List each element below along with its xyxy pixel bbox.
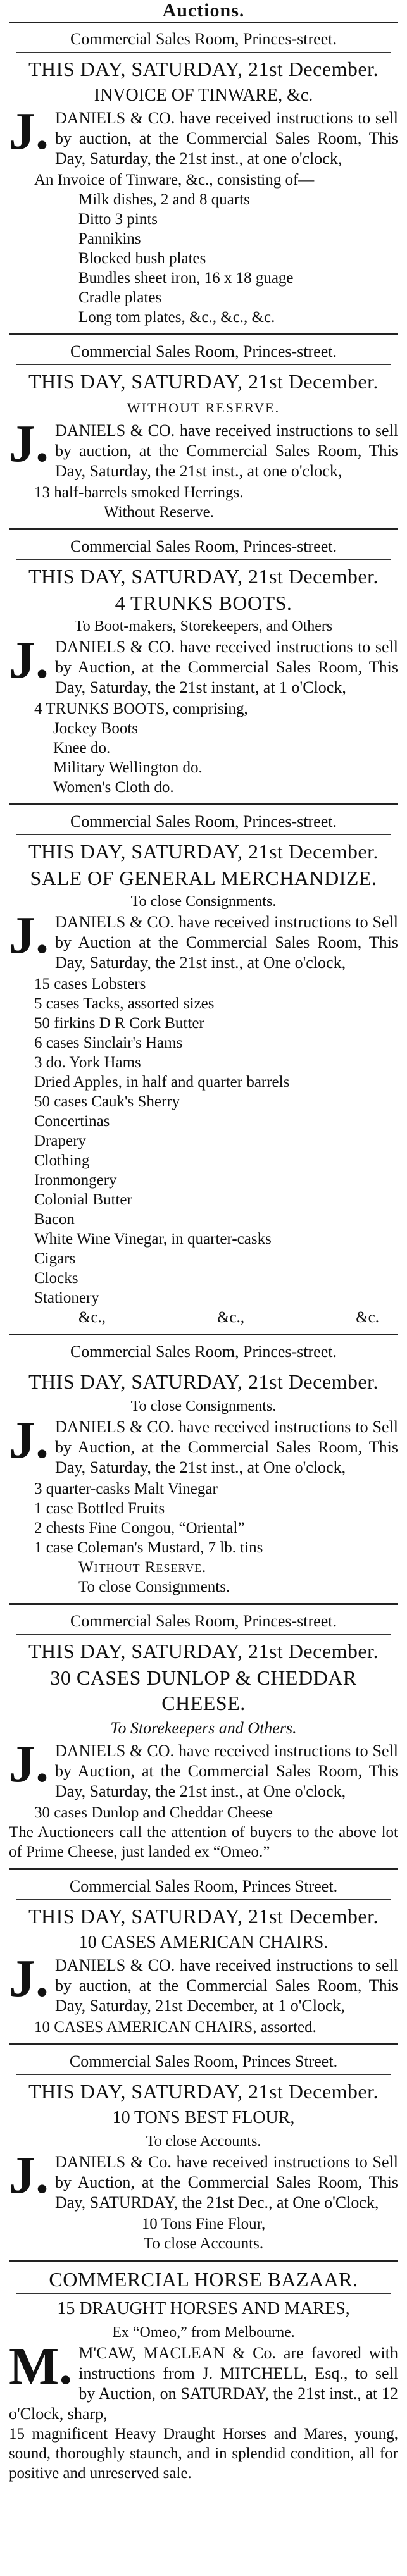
list-item: Pannikins: [78, 230, 141, 247]
list-item: 3 quarter-casks Malt Vinegar: [34, 1480, 218, 1497]
drop-cap: J.: [9, 906, 49, 965]
list-item: 10 Tons Fine Flour,: [141, 2215, 266, 2232]
ad-body-text: DANIELS & CO. have received instructions to sell by auction, at the Commercial Sales Room, This Day, Saturday, the 21st inst., at one o'clock,: [55, 109, 398, 168]
list-item: Jockey Boots: [53, 720, 139, 737]
ad-venue: Commercial Sales Room, Princes-street.: [70, 30, 337, 48]
ad-subtitle: To close Consignments.: [130, 1398, 277, 1415]
ad-intro: An Invoice of Tinware, &c., consisting of—: [34, 171, 315, 189]
ad-item-list: [9, 170, 398, 327]
ad-venue: Commercial Sales Room, Princes Street.: [69, 1877, 338, 1895]
list-item: Cigars: [34, 1250, 76, 1267]
bazaar-body-text: M'CAW, MACLEAN & Co. are favored with instructions from J. MITCHELL, Esq., to sell by Auction, on SATURDAY, the 21st inst., at 12 o'Clock, sharp,: [9, 2344, 398, 2423]
list-item: Milk dishes, 2 and 8 quarts: [78, 191, 250, 208]
list-item: Clothing: [34, 1152, 90, 1169]
list-item: Dried Apples, in half and quarter barrels: [34, 1074, 290, 1091]
ad-title: SALE OF GENERAL MERCHANDIZE.: [30, 867, 377, 889]
ad-date: THIS DAY, SATURDAY, 21st December.: [28, 58, 379, 80]
list-item: Stationery: [34, 1289, 99, 1306]
ad-date: THIS DAY, SATURDAY, 21st December.: [28, 1905, 379, 1928]
ad-trail-text: The Auctioneers call the attention of buyers to the above lot of Prime Cheese, just landed ex “Omeo.”: [9, 1824, 398, 1861]
ad-body: [9, 631, 398, 698]
list-item: 3 do. York Hams: [34, 1054, 141, 1071]
ad-venue: Commercial Sales Room, Princes-street.: [70, 812, 337, 831]
without-reserve-note: Without Reserve.: [78, 1559, 207, 1576]
auction-ad-chairs: [9, 1870, 398, 2045]
ad-intro: 4 TRUNKS BOOTS, comprising,: [34, 700, 248, 717]
auction-ad-flour: [9, 2045, 398, 2262]
ad-subtitle: To close Consignments.: [130, 893, 277, 910]
etc-row: [9, 1308, 398, 1327]
ad-body: [9, 1949, 398, 2016]
venue-divider: [16, 559, 390, 560]
drop-cap: J.: [9, 414, 49, 473]
auction-ad-cheese: [9, 1605, 398, 1870]
ad-body: [9, 1411, 398, 1478]
list-item: 15 cases Lobsters: [34, 975, 146, 993]
drop-cap: J.: [9, 1735, 49, 1793]
ad-venue: Commercial Sales Room, Princes-street.: [70, 1342, 337, 1361]
list-item: Long tom plates, &c., &c., &c.: [78, 309, 275, 326]
etc-mark: &c.: [356, 1309, 379, 1326]
list-item: Colonial Butter: [34, 1191, 132, 1208]
ad-subtitle: WITHOUT RESERVE.: [127, 400, 280, 416]
ad-title: 30 CASES DUNLOP & CHEDDAR CHEESE.: [50, 1666, 357, 1714]
list-item: Knee do.: [53, 740, 111, 757]
etc-mark: &c.,: [217, 1309, 245, 1326]
auction-ad-boots: [9, 530, 398, 805]
auction-ad-tinware: [9, 23, 398, 335]
list-item: 2 chests Fine Congou, “Oriental”: [34, 1520, 245, 1537]
list-item: Women's Cloth do.: [53, 779, 174, 796]
venue-divider: [16, 834, 390, 835]
ad-date: THIS DAY, SATURDAY, 21st December.: [28, 1640, 379, 1663]
list-item: Clocks: [34, 1270, 78, 1287]
close-note: To close Consignments.: [78, 1578, 230, 1595]
list-item: 1 case Coleman's Mustard, 7 lb. tins: [34, 1539, 263, 1556]
list-item: Drapery: [34, 1132, 86, 1149]
bazaar-divider: [16, 2293, 390, 2294]
ad-item-list: [9, 2214, 398, 2253]
ad-venue: Commercial Sales Room, Princes Street.: [69, 2052, 338, 2071]
list-item: Cradle plates: [78, 289, 162, 306]
ad-title: 4 TRUNKS BOOTS.: [115, 591, 292, 614]
drop-cap: J.: [9, 2146, 49, 2205]
ad-title: 10 TONS BEST FLOUR,: [112, 2108, 295, 2127]
bazaar-origin: Ex “Omeo,” from Melbourne.: [112, 2324, 295, 2341]
ad-venue: Commercial Sales Room, Princes-street.: [70, 1612, 337, 1630]
ad-venue: Commercial Sales Room, Princes-street.: [70, 342, 337, 361]
auction-ad-herrings: [9, 335, 398, 530]
ad-body-text: DANIELS & Co. have received instructions to Sell by Auction, at the Commercial Sales Room, This Day, SATURDAY, the 21st Dec., at One o'Clock,: [55, 2153, 398, 2212]
list-item: 50 firkins D R Cork Butter: [34, 1015, 204, 1032]
list-item: Concertinas: [34, 1113, 110, 1130]
bazaar-trail-text: 15 magnificent Heavy Draught Horses and Mares, young, sound, thoroughly staunch, and in splendid condition, all for positive and unreserved sale.: [9, 2425, 398, 2482]
ad-body-text: DANIELS & CO. have received instructions to sell by Auction, at the Commercial Sales Room, This Day, Saturday, the 21st instant, at 1 o'Clock,: [55, 638, 398, 697]
list-item: Ironmongery: [34, 1172, 117, 1189]
list-item: 30 cases Dunlop and Cheddar Cheese: [34, 1804, 273, 1821]
ad-body: [9, 1735, 398, 1802]
ad-subtitle: To close Accounts.: [146, 2133, 261, 2150]
list-item: Blocked bush plates: [78, 250, 206, 267]
drop-cap: J.: [9, 102, 49, 161]
list-item: 50 cases Cauk's Sherry: [34, 1093, 180, 1110]
bazaar-body: [9, 2337, 398, 2424]
ad-subtitle: To Storekeepers and Others.: [110, 1719, 297, 1737]
list-item: 5 cases Tacks, assorted sizes: [34, 995, 215, 1012]
venue-divider: [16, 364, 390, 365]
ad-item-list: [9, 2017, 398, 2037]
horse-bazaar-ad: [9, 2262, 398, 2489]
ad-item-list: [9, 699, 398, 797]
venue-divider: [16, 52, 390, 53]
ad-date: THIS DAY, SATURDAY, 21st December.: [28, 2080, 379, 2103]
list-item: 6 cases Sinclair's Hams: [34, 1034, 183, 1051]
ad-body-text: DANIELS & CO. have received instructions to Sell by Auction at the Commercial Sales Room, This Day, Saturday, the 21st inst., at One o'clock,: [55, 913, 398, 972]
list-item: To close Accounts.: [143, 2235, 264, 2252]
drop-cap: M.: [9, 2337, 73, 2396]
ad-body-text: DANIELS & CO. have received instructions to sell by auction, at the Commercial Sales Room, This Day, Saturday, 21st December, at 1 o'Clock,: [55, 1956, 398, 2015]
list-item: Ditto 3 pints: [78, 211, 158, 228]
ad-body: [9, 102, 398, 169]
ad-body-text: DANIELS & CO. have received instructions to Sell by Auction, at the Commercial Sales Room, This Day, Saturday, the 21st inst., at One o'clock,: [55, 1742, 398, 1800]
ad-date: THIS DAY, SATURDAY, 21st December.: [28, 840, 379, 863]
ad-date: THIS DAY, SATURDAY, 21st December.: [28, 1370, 379, 1393]
ad-title: 10 CASES AMERICAN CHAIRS.: [78, 1933, 329, 1952]
ad-item-list: [9, 974, 398, 1308]
ad-title: INVOICE OF TINWARE, &c.: [94, 85, 313, 105]
list-item: 13 half-barrels smoked Herrings.: [34, 484, 244, 501]
auction-ad-merchandize: [9, 805, 398, 1335]
drop-cap: J.: [9, 631, 49, 690]
page-heading: Auctions.: [9, 0, 398, 23]
ad-body: [9, 414, 398, 481]
list-item: Without Reserve.: [104, 504, 214, 521]
ad-body-text: DANIELS & CO. have received instructions to sell by auction, at the Commercial Sales Room, This Day, Saturday, the 21st inst., at one o'clock,: [55, 421, 398, 480]
venue-divider: [16, 1634, 390, 1635]
ad-body: [9, 2146, 398, 2213]
list-item: Military Wellington do.: [53, 759, 203, 776]
ad-item-list: [9, 1479, 398, 1597]
ad-date: THIS DAY, SATURDAY, 21st December.: [28, 370, 379, 393]
list-item: Bacon: [34, 1211, 75, 1228]
drop-cap: J.: [9, 1949, 49, 2008]
ad-item-list: [9, 1803, 398, 1823]
ad-subtitle: To Boot-makers, Storekeepers, and Others: [74, 618, 333, 635]
ad-date: THIS DAY, SATURDAY, 21st December.: [28, 565, 379, 588]
ad-venue: Commercial Sales Room, Princes-street.: [70, 537, 337, 555]
list-item: Bundles sheet iron, 16 x 18 guage: [78, 269, 294, 287]
list-item: 10 CASES AMERICAN CHAIRS, assorted.: [34, 2019, 316, 2036]
venue-divider: [16, 1899, 390, 1900]
list-item: White Wine Vinegar, in quarter-casks: [34, 1230, 272, 1248]
ad-body: [9, 906, 398, 973]
list-item: 1 case Bottled Fruits: [34, 1500, 165, 1517]
bazaar-subtitle: 15 DRAUGHT HORSES AND MARES,: [57, 2299, 350, 2319]
drop-cap: J.: [9, 1411, 49, 1470]
etc-mark: &c.,: [78, 1309, 106, 1326]
auction-ad-consignments: [9, 1335, 398, 1605]
ad-body-text: DANIELS & CO. have received instructions to Sell by Auction, at the Commercial Sales Room, This Day, Saturday, the 21st inst., at One o'clock,: [55, 1418, 398, 1477]
venue-divider: [16, 2074, 390, 2075]
bazaar-title: COMMERCIAL HORSE BAZAAR.: [49, 2268, 358, 2291]
ad-item-list: [9, 483, 398, 522]
